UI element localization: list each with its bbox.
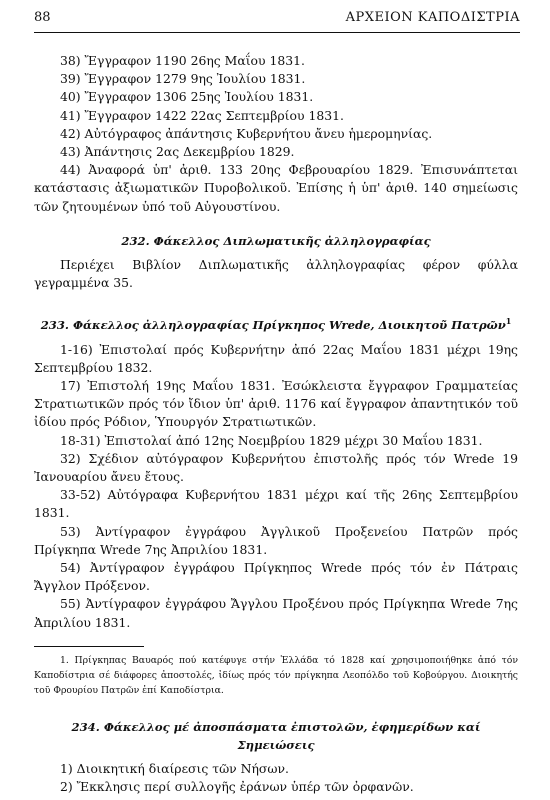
section-233-entry-17: 17) Ἐπιστολή 19ης Μαΐου 1831. Ἐσώκλειστα ἔγγραφον Γραμματείας Στρατιωτικῶν πρός τόν ἴδιον ὑπ' ἀριθ. 1176 καί ἔγγραφον ἀπαντητικόν τοῦ ἰδίου πρός Ρόδιον, Ὑπουργόν Στρατιωτικῶν.: [34, 377, 518, 430]
section-234-entry-2: 2) Ἔκκλησις περί συλλογῆς ἐράνων ὑπέρ τῶν ὀρφανῶν.: [60, 779, 414, 795]
section-233-entry-54: 54) Ἀντίγραφον ἐγγράφου Πρίγκηπος Wrede πρός τόν ἐν Πάτραις Ἄγγλον Πρόξενον.: [34, 559, 518, 594]
section-232-heading: 232. Φάκελλος Διπλωματικῆς ἀλληλογραφίας: [121, 233, 431, 248]
footnote-1: 1. Πρίγκηπας Βαυαρός πού κατέφυγε στήν Ἑλλάδα τό 1828 καί χρησιμοποιήθηκε ἀπό τόν Καποδίστρια σέ διάφορες ἀποστολές, ἰδίως πρός τόν πρίγκηπα Λεοπόλδο τοῦ Κοβούργου. Διοικητής τοῦ Φρουρίου Πατρῶν ἐπί Καποδίστρια.: [34, 654, 518, 696]
entry-42: 42) Αὐτόγραφος ἀπάντησις Κυβερνήτου ἄνευ ἡμερομηνίας.: [60, 125, 433, 141]
section-232-text: Περιέχει Βιβλίον Διπλωματικῆς ἀλληλογραφίας φέρον φύλλα γεγραμμένα 35.: [34, 257, 518, 291]
entry-38: 38) Ἔγγραφον 1190 26ης Μαΐου 1831.: [60, 53, 305, 68]
entry-43: 43) Ἀπάντησις 2ας Δεκεμβρίου 1829.: [60, 144, 295, 160]
entry-39: 39) Ἔγγραφον 1279 9ης Ἰουλίου 1831.: [60, 71, 306, 87]
section-234-entry-1: 1) Διοικητική διαίρεσις τῶν Νήσων.: [60, 761, 289, 777]
section-233-entry-55: 55) Ἀντίγραφον ἐγγράφου Ἄγγλου Προξένου πρός Πρίγκηπα Wrede 7ης Ἀπριλίου 1831.: [34, 596, 518, 630]
running-title: ΑΡΧΕΙΟΝ ΚΑΠΟΔΙΣΤΡΙΑ: [345, 10, 520, 25]
entry-44: 44) Ἀναφορά ὑπ' ἀριθ. 133 20ης Φεβρουαρίου 1829. Ἐπισυνάπτεται κατάστασις ἀξιωματικῶν Πυροβολικοῦ. Ἐπίσης ἡ ὑπ' ἀριθ. 140 σημείωσις τῶν ζητουμένων ὑπό τοῦ Αὐγουστίνου.: [34, 162, 518, 214]
entry-41: 41) Ἔγγραφον 1422 22ας Σεπτεμβρίου 1831.: [60, 107, 344, 123]
section-233-heading: [34, 312, 518, 334]
section-233-entry-1-16: 1-16) Ἐπιστολαί πρός Κυβερνήτην ἀπό 22ας Μαΐου 1831 μέχρι 19ης Σεπτεμβρίου 1832.: [34, 341, 518, 375]
section-233-heading-text: 233. Φάκελλος ἀλληλογραφίας Πρίγκηπος Wrede, Διοικητοῦ Πατρῶν: [40, 318, 506, 333]
entry-40: 40) Ἔγγραφον 1306 25ης Ἰουλίου 1831.: [60, 89, 314, 105]
section-233-entry-18-31: 18-31) Ἐπιστολαί ἀπό 12ης Νοεμβρίου 1829 μέχρι 30 Μαΐου 1831.: [60, 432, 483, 448]
section-233-entry-32: 32) Σχέδιον αὐτόγραφον Κυβερνήτου ἐπιστολῆς πρός τόν Wrede 19 Ἰανουαρίου ἄνευ ἔτους.: [34, 450, 518, 484]
page-body: [34, 52, 518, 797]
section-233-entry-53: 53) Ἀντίγραφον ἐγγράφου Ἀγγλικοῦ Προξενείου Πατρῶν πρός Πρίγκηπα Wrede 7ης Ἀπριλίου 1831.: [34, 523, 518, 557]
page-number: 88: [34, 10, 51, 25]
section-233-entry-33-52: 33-52) Αὐτόγραφα Κυβερνήτου 1831 μέχρι καί τῆς 26ης Σεπτεμβρίου 1831.: [34, 487, 518, 521]
section-234-heading: 234. Φάκελλος μέ ἀποσπάσματα ἐπιστολῶν, ἐφημερίδων καί Σημειώσεις: [71, 719, 481, 752]
footnote-reference: 1: [505, 316, 512, 327]
footnote-divider: [34, 646, 144, 647]
page-header: [34, 10, 520, 33]
